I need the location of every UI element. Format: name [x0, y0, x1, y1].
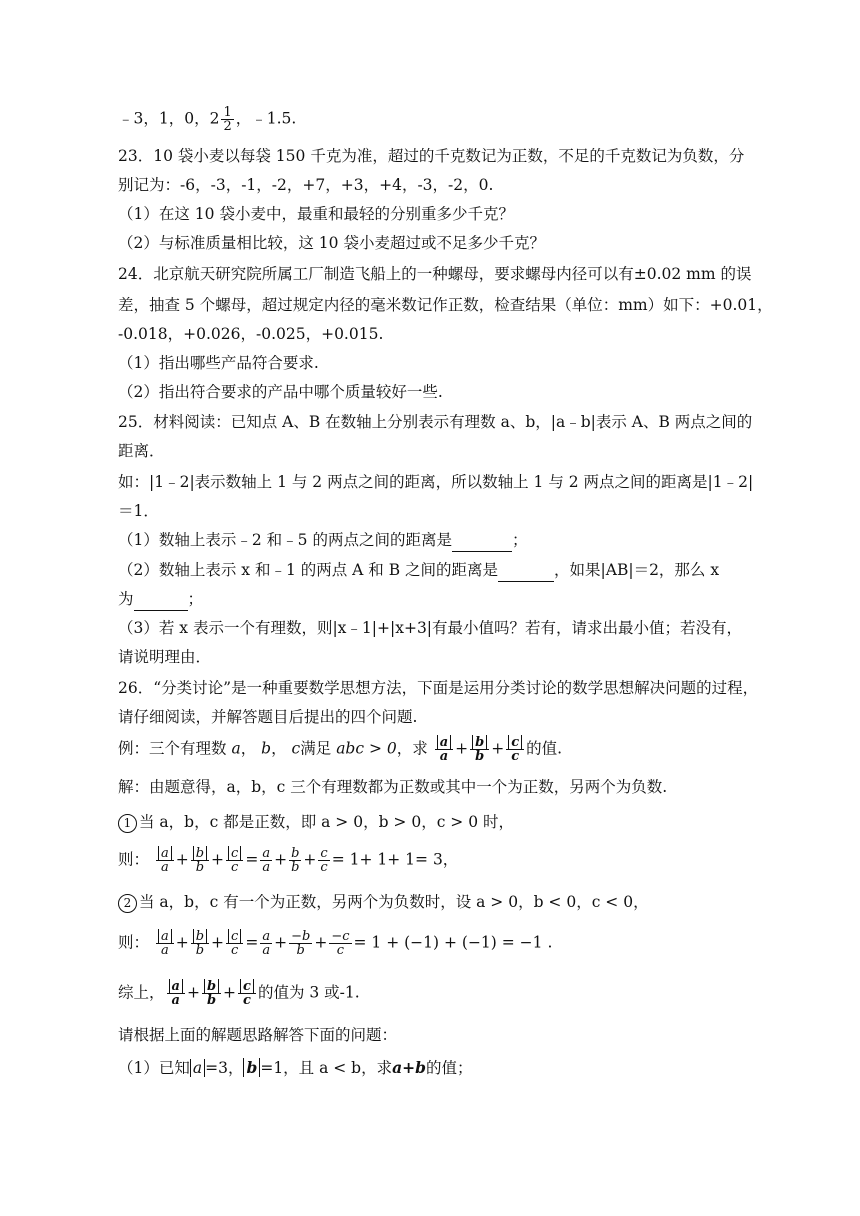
text: 则： — [118, 933, 150, 952]
answer-list-line — [118, 106, 780, 133]
answer-blank[interactable] — [498, 565, 554, 582]
q26-sub-1 — [118, 1056, 780, 1080]
text: 的值为 3 或-1. — [257, 983, 360, 1002]
math-op: + — [491, 739, 505, 758]
text: 的值； — [425, 1059, 473, 1077]
math-var: b — [243, 1058, 260, 1077]
q26-summary: 综上， $\frac{a}{a}$ + $\frac{b}{b}$ + $\frac{c}{c}$ 的值为 3 或-1. — [118, 979, 360, 1008]
math-var: a — [437, 735, 451, 750]
math-expr: abc > 0 — [336, 739, 397, 758]
circled-number: 2 — [118, 894, 137, 913]
q26-instruction: 请根据上面的解题思路解答下面的问题： — [118, 1026, 398, 1044]
math-var: b — [472, 735, 487, 750]
fraction-denominator: 2 — [223, 119, 232, 134]
q25-example-1: 如：|1﹣2|表示数轴上 1 与 2 两点之间的距离，所以数轴上 1 与 2 两点之间的距离是|1﹣2| — [118, 473, 754, 491]
q26-example — [118, 736, 780, 763]
q25-line-2: 距离． — [118, 442, 165, 460]
text: ，求 — [396, 739, 428, 758]
q23-line-2: 别记为：-6，-3，-1，-2，+7，+3，+4，-3，-2，0. — [118, 176, 494, 194]
q26-case-2-calc: 则： $\frac{a}{a}$ + $\frac{b}{b}$ + $\frac{c}{c}$ = $\frac{a}{a}$ + $\frac{-b}{b}$ + $\frac{-c}{c}$ = 1 + (−1) + (−1) = −1 . — [118, 929, 553, 958]
text: 的值. — [526, 739, 563, 758]
q24-sub-2: （2）指出符合要求的产品中哪个质量较好一些. — [118, 383, 443, 401]
text: 例：三个有理数 — [118, 739, 227, 758]
q25-sub-3: （3）若 x 表示一个有理数，则|x﹣1|+|x+3|有最小值吗？若有，请求出最小值；若没有， — [118, 619, 743, 637]
fraction — [221, 106, 233, 133]
q26-case-1-calc: 则： $\frac{a}{a}$ + $\frac{b}{b}$ + $\frac{c}{c}$ = $\frac{a}{a}$ + $\frac{b}{b}$ + $\frac{c}{c}$ = 1+ 1+ 1= 3， — [118, 846, 459, 875]
text: 则： — [118, 850, 150, 869]
math-var: a — [231, 739, 241, 758]
answer-blank[interactable] — [452, 535, 512, 552]
text: ； — [511, 531, 528, 549]
text: 为 — [118, 590, 134, 608]
fraction-numerator: 1 — [223, 105, 232, 120]
text: （1）已知 — [118, 1059, 190, 1077]
q24-line-2: 差，抽查 5 个螺母，超过规定内径的毫米数记作正数，检查结果（单位：mm）如下：+0.01， — [118, 296, 773, 314]
q24-line-1: 24．北京航天研究院所属工厂制造飞船上的一种螺母，要求螺母内径可以有±0.02 mm 的误 — [118, 265, 752, 283]
q26-line-1: 26．“分类讨论”是一种重要数学思想方法，下面是运用分类讨论的数学思想解决问题的过程， — [118, 679, 759, 697]
q25-sub-3-cont: 请说明理由． — [118, 648, 212, 666]
q24-line-3: -0.018，+0.026，-0.025，+0.015. — [118, 325, 384, 343]
text: ，如果|AB|＝2，那么 x — [554, 561, 720, 579]
q25-example-2: ＝1． — [118, 502, 159, 520]
text: = 1+ 1+ 1= 3， — [331, 850, 459, 869]
math-var: a — [190, 1059, 205, 1077]
q24-sub-1: （1）指出哪些产品符合要求. — [118, 354, 319, 372]
q26-solution-intro: 解：由题意得，a，b，c 三个有理数都为正数或其中一个为正数，另两个为负数. — [118, 778, 668, 796]
text: ，﹣1.5. — [235, 109, 297, 128]
math-var: a — [439, 749, 449, 764]
math-var: b — [261, 739, 272, 758]
q25-line-1: 25．材料阅读：已知点 A、B 在数轴上分别表示有理数 a、b，|a﹣b|表示 A、B 两点之间的 — [118, 413, 753, 431]
q23-sub-1: （1）在这 10 袋小麦中，最重和最轻的分别重多少千克？ — [118, 205, 514, 223]
q26-line-2: 请仔细阅读，并解答题目后提出的四个问题. — [118, 708, 418, 726]
text: 当 a，b，c 有一个为正数，另两个为负数时，设 a > 0，b < 0，c < 0， — [139, 893, 649, 911]
math-var: c — [291, 739, 301, 758]
text: 满足 — [300, 739, 332, 758]
text: =3， — [205, 1059, 244, 1077]
text: ﹣3，1，0，2 — [118, 109, 220, 128]
q26-case-2 — [118, 890, 780, 914]
math-expr: a+b — [392, 1058, 426, 1077]
text: （1）数轴上表示﹣2 和﹣5 的两点之间的距离是 — [118, 531, 452, 549]
q25-sub-2-cont — [118, 587, 780, 611]
circled-number: 1 — [118, 814, 137, 833]
math-op: + — [455, 739, 469, 758]
text: ， — [271, 739, 287, 758]
math-var: c — [508, 735, 522, 750]
fraction — [470, 736, 489, 763]
q25-sub-2 — [118, 558, 780, 582]
text: ； — [187, 590, 204, 608]
text: 综上， — [118, 983, 165, 1002]
text: 当 a，b，c 都是正数，即 a > 0，b > 0，c > 0 时， — [139, 813, 515, 831]
q23-line-1: 23．10 袋小麦以每袋 150 千克为准，超过的千克数记为正数，不足的千克数记为负数，分 — [118, 147, 745, 165]
text: ， — [240, 739, 257, 758]
math-var: c — [511, 749, 520, 764]
q25-sub-1 — [118, 528, 780, 552]
math-var: b — [475, 749, 485, 764]
text: =1，且 a < b，求 — [260, 1059, 393, 1077]
text: （2）数轴上表示 x 和﹣1 的两点 A 和 B 之间的距离是 — [118, 561, 499, 579]
q23-sub-2: （2）与标准质量相比较，这 10 袋小麦超过或不足多少千克？ — [118, 234, 545, 252]
answer-blank[interactable] — [134, 594, 188, 611]
fraction — [506, 736, 524, 763]
text: = 1 + (−1) + (−1) = −1 . — [353, 933, 553, 952]
fraction — [435, 736, 453, 763]
q26-case-1 — [118, 810, 780, 834]
